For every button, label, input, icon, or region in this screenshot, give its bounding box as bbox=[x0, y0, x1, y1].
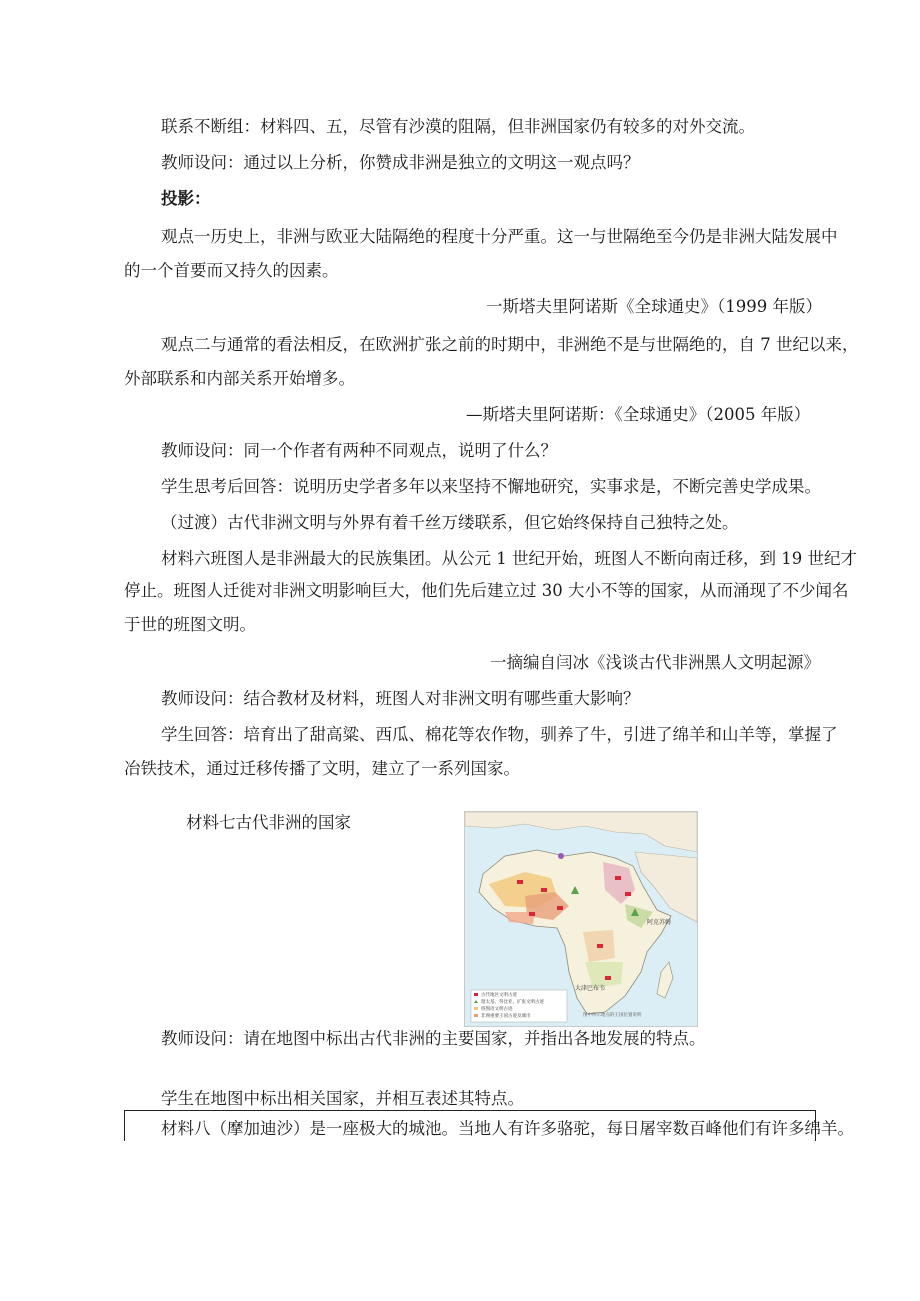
text-line-5: 的一个首要而又持久的因素。 bbox=[124, 261, 339, 280]
site-marker bbox=[517, 880, 523, 884]
site-marker bbox=[557, 906, 563, 910]
text-line-22: 学生在地图中标出相关国家，并相互表述其特点。 bbox=[161, 1089, 524, 1108]
text-line-10: 教师设问：同一个作者有两种不同观点，说明了什么？ bbox=[161, 441, 557, 460]
site-marker bbox=[541, 888, 547, 892]
legend-item: 班图语文明古迹 bbox=[481, 1007, 513, 1012]
europe-land bbox=[465, 812, 697, 852]
map-label-zimbabwe: 大津巴布韦 bbox=[575, 985, 606, 992]
site-circle bbox=[558, 853, 564, 859]
text-line-14: 停止。班图人迁徙对非洲文明影响巨大，他们先后建立过 30 大小不等的国家，从而涌现了不少闻名 bbox=[124, 581, 849, 600]
text-line-13: 材料六班图人是非洲最大的民族集团。从公元 1 世纪开始，班图人不断向南迁移，到 19 世纪才 bbox=[161, 549, 857, 568]
africa-map-graphic bbox=[465, 812, 697, 1026]
map-note: 图中所示地点的王国位置说明 bbox=[583, 1013, 642, 1018]
text-line-18: 学生回答：培育出了甜高粱、西瓜、棉花等农作物，驯养了牛，引进了绵羊和山羊等，掌握了 bbox=[161, 725, 838, 744]
text-line-17: 教师设问：结合教材及材料，班图人对非洲文明有哪些重大影响？ bbox=[161, 689, 640, 708]
section-heading: 投影： bbox=[161, 189, 211, 208]
legend-item: 古代地区文明古迹 bbox=[481, 993, 517, 998]
site-marker bbox=[615, 876, 621, 880]
text-line-15: 于世的班图文明。 bbox=[124, 615, 256, 634]
legend-item: 迦太基、努比亚、扩张文明古迹 bbox=[481, 1000, 544, 1005]
map-caption: 材料七古代非洲的国家 bbox=[186, 813, 351, 832]
text-line-21: 教师设问：请在地图中标出古代非洲的主要国家，并指出各地发展的特点。 bbox=[161, 1029, 706, 1048]
legend-item: 非洲重要王国古迹及城市 bbox=[481, 1014, 531, 1019]
site-marker bbox=[605, 976, 611, 980]
text-line-4: 观点一历史上，非洲与欧亚大陆隔绝的程度十分严重。这一与世隔绝至今仍是非洲大陆发展中 bbox=[161, 227, 838, 246]
citation-2: —斯塔夫里阿诺斯：《全球通史》（2005 年版） bbox=[466, 405, 811, 424]
legend-swatch bbox=[474, 1014, 478, 1017]
site-marker bbox=[625, 892, 631, 896]
citation-3: 一摘编自闫冰《浅谈古代非洲黑人文明起源》 bbox=[490, 653, 820, 672]
legend-swatch bbox=[474, 993, 478, 996]
map-label-aksum: 阿克苏姆 bbox=[647, 919, 672, 926]
text-line-19: 冶铁技术，通过迁移传播了文明，建立了一系列国家。 bbox=[124, 759, 520, 778]
text-line-11: 学生思考后回答：说明历史学者多年以来坚持不懈地研究，实事求是，不断完善史学成果。 bbox=[161, 477, 821, 496]
site-marker bbox=[597, 944, 603, 948]
text-line-8: 外部联系和内部关系开始增多。 bbox=[124, 369, 355, 388]
legend-swatch bbox=[474, 1007, 478, 1010]
text-line-12: （过渡）古代非洲文明与外界有着千丝万缕联系，但它始终保持自己独特之处。 bbox=[161, 513, 739, 532]
text-line-2: 教师设问：通过以上分析，你赞成非洲是独立的文明这一观点吗？ bbox=[161, 153, 640, 172]
text-line-1: 联系不断组：材料四、五，尽管有沙漠的阻隔，但非洲国家仍有较多的对外交流。 bbox=[161, 117, 755, 136]
site-marker bbox=[529, 912, 535, 916]
citation-1: 一斯塔夫里阿诺斯《全球通史》（1999 年版） bbox=[486, 297, 822, 316]
text-line-23: 材料八（摩加迪沙）是一座极大的城池。当地人有许多骆驼，每日屠宰数百峰他们有许多绵羊。 bbox=[161, 1119, 854, 1138]
madagascar bbox=[657, 962, 673, 998]
africa-map bbox=[464, 811, 698, 1027]
text-line-7: 观点二与通常的看法相反，在欧洲扩张之前的时期中，非洲绝不是与世隔绝的，自 7 世纪以来， bbox=[161, 335, 859, 354]
